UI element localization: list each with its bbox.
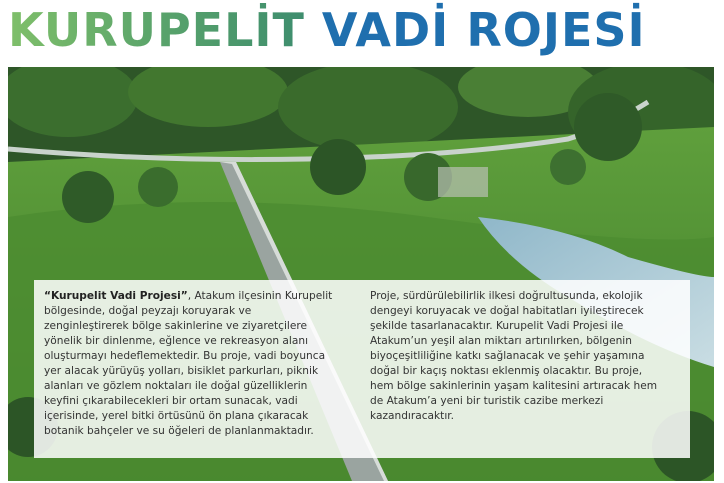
description-column-right [370, 289, 660, 458]
description-panel [34, 280, 690, 458]
project-name-quote: “Kurupelit Vadi Projesi” [44, 290, 188, 302]
page-title [8, 2, 646, 58]
title-kurupelit: KURUPELİT [8, 3, 305, 57]
title-vadi-projesi: VADİ ROJESİ [321, 3, 646, 57]
description-text-left: , Atakum ilçesinin Kurupelit bölgesinde, doğal peyzajı koruyarak ve zenginleştirerek bölge sakinlerine ve ziyaretçilere yönelik bir dinlenme, eğlence ve rekreasyon alanı oluşturmayı hedeflemektedir. Bu proje, vadi boyunca yer alacak yürüyüş yolları, bisiklet parkurları, piknik alanları ve gözlem noktaları ile doğal güzelliklerin keyfini çıkarabilecekleri bir ortam sunacak, vadi içerisinde, yerel bitki örtüsünü ön plana çıkaracak botanik bahçeler ve su öğeleri de planlanmaktadır. [44, 290, 333, 437]
description-column-left [44, 289, 334, 458]
description-text-right: Proje, sürdürülebilirlik ilkesi doğrultusunda, ekolojik dengeyi koruyacak ve doğal habitatları iyileştirecek şekilde tasarlanacaktır. Kurupelit Vadi Projesi ile Atakum’un yeşil alan miktarı artırılırken, bölgenin biyoçeşitliliğine katkı sağlanacak ve şehir yaşamına doğal bir kaçış noktası eklenmiş olacaktır. Bu proje, hem bölge sakinlerinin yaşam kalitesini artıracak hem de Atakum’a yeni bir turistik cazibe merkezi kazandıracaktır. [370, 290, 658, 422]
